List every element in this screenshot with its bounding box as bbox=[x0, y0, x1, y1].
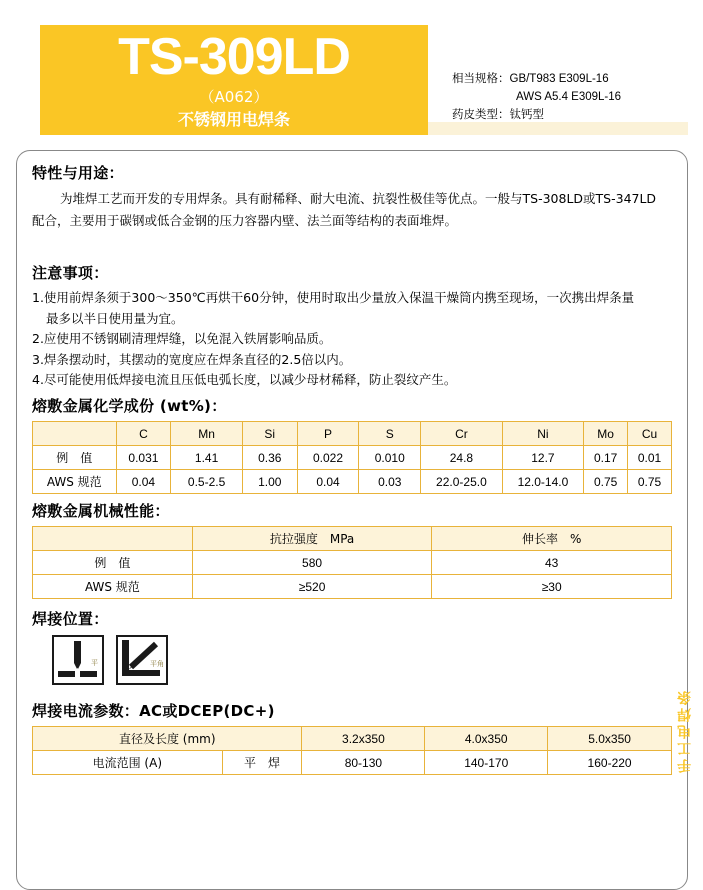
chem-row-0-val-2: 0.36 bbox=[242, 446, 297, 470]
features-title: 特性与用途： bbox=[32, 164, 124, 182]
chem-col-5: S bbox=[359, 422, 421, 446]
standard-spec-row bbox=[452, 70, 702, 88]
chem-row-0-val-7: 0.17 bbox=[584, 446, 628, 470]
standard-spec-value-1: GB/T983 E309L-16 bbox=[509, 73, 609, 85]
table-row bbox=[33, 575, 672, 599]
table-header-row bbox=[33, 727, 672, 751]
current-row-label: 电流范围 (A) bbox=[33, 751, 223, 775]
product-header-banner bbox=[40, 25, 428, 135]
note-item-4: 4.尽可能使用低焊接电流且压低电弧长度，以减少母材稀释，防止裂纹产生。 bbox=[32, 372, 457, 387]
features-section bbox=[32, 162, 672, 232]
chem-col-0 bbox=[33, 422, 117, 446]
diameter-0: 3.2x350 bbox=[302, 727, 425, 751]
chemical-composition-table bbox=[32, 421, 672, 494]
table-header-row bbox=[33, 422, 672, 446]
specification-block bbox=[452, 70, 702, 123]
standard-spec-label: 相当规格： bbox=[452, 71, 510, 85]
welding-current-table bbox=[32, 726, 672, 775]
chem-row-1-val-6: 12.0-14.0 bbox=[502, 470, 584, 494]
chem-col-8: Mo bbox=[584, 422, 628, 446]
diameter-1: 4.0x350 bbox=[425, 727, 548, 751]
chem-row-0-label: 例 值 bbox=[33, 446, 117, 470]
product-subtitle: 不锈钢用电焊条 bbox=[177, 110, 290, 129]
horizontal-fillet-position-label: 平角 bbox=[150, 660, 164, 668]
product-alias: （A062） bbox=[199, 88, 269, 106]
features-paragraph-2: 配合，主要用于碳钢或低合金钢的压力容器内壁、法兰面等结构的表面堆焊。 bbox=[32, 213, 458, 228]
note-item-3: 3.焊条摆动时，其摆动的宽度应在焊条直径的2.5倍以内。 bbox=[32, 351, 352, 367]
mech-col-0 bbox=[33, 527, 193, 551]
chem-row-0-val-0: 0.031 bbox=[116, 446, 171, 470]
chem-row-0-val-8: 0.01 bbox=[628, 446, 672, 470]
chemical-composition-section bbox=[32, 395, 672, 494]
chem-row-0-val-4: 0.010 bbox=[359, 446, 421, 470]
chem-row-0-val-5: 24.8 bbox=[421, 446, 503, 470]
mechanical-properties-table bbox=[32, 526, 672, 599]
mech-row-1-label: AWS 规范 bbox=[33, 575, 193, 599]
chem-row-1-val-5: 22.0-25.0 bbox=[421, 470, 503, 494]
product-code: TS-309LD bbox=[118, 28, 350, 86]
welding-current-title: 焊接电流参数：AC或DCEP(DC+) bbox=[32, 702, 275, 720]
chem-row-1-val-3: 0.04 bbox=[297, 470, 359, 494]
coating-type-value: 钛钙型 bbox=[509, 107, 544, 121]
welding-position-title: 焊接位置： bbox=[32, 610, 109, 628]
chem-row-1-val-1: 0.5-2.5 bbox=[171, 470, 243, 494]
welding-current-section bbox=[32, 700, 672, 775]
chem-row-1-val-0: 0.04 bbox=[116, 470, 171, 494]
header-accent-strip bbox=[428, 122, 688, 135]
current-value-1: 140-170 bbox=[425, 751, 548, 775]
mech-col-2: 伸长率 % bbox=[432, 527, 672, 551]
chem-col-7: Ni bbox=[502, 422, 584, 446]
coating-type-row bbox=[452, 106, 702, 123]
chem-row-0-val-1: 1.41 bbox=[171, 446, 243, 470]
chem-row-1-val-2: 1.00 bbox=[242, 470, 297, 494]
mech-row-1-val-0: ≥520 bbox=[192, 575, 432, 599]
horizontal-fillet-position-icon bbox=[116, 635, 168, 685]
mech-row-0-label: 例 值 bbox=[33, 551, 193, 575]
current-position-label: 平 焊 bbox=[222, 751, 302, 775]
mech-row-1-val-1: ≥30 bbox=[432, 575, 672, 599]
mechanical-properties-section bbox=[32, 500, 672, 599]
mech-row-0-val-0: 580 bbox=[192, 551, 432, 575]
notes-section bbox=[32, 262, 672, 391]
note-item-1: 1.使用前焊条须于300～350℃再烘干60分钟，使用时取出少量放入保温干燥筒内携至现场，一次携出焊条量 bbox=[32, 290, 635, 305]
chem-row-1-val-7: 0.75 bbox=[584, 470, 628, 494]
note-item-2: 2.应使用不锈钢刷清理焊缝，以免混入铁屑影响品质。 bbox=[32, 331, 332, 346]
note-item-1-continued: 最多以半日使用量为宜。 bbox=[46, 310, 184, 326]
notes-title: 注意事项： bbox=[32, 264, 109, 282]
chem-row-1-val-4: 0.03 bbox=[359, 470, 421, 494]
table-row bbox=[33, 446, 672, 470]
table-header-row bbox=[33, 527, 672, 551]
standard-spec-value-2: AWS A5.4 E309L-16 bbox=[516, 91, 622, 103]
diameter-header: 直径及长度 (mm) bbox=[33, 727, 302, 751]
chem-row-0-val-3: 0.022 bbox=[297, 446, 359, 470]
current-value-0: 80-130 bbox=[302, 751, 425, 775]
welding-position-icon-group bbox=[32, 635, 672, 685]
table-row bbox=[33, 470, 672, 494]
mech-col-1: 抗拉强度 MPa bbox=[192, 527, 432, 551]
table-row bbox=[33, 751, 672, 775]
chem-col-3: Si bbox=[242, 422, 297, 446]
coating-type-label: 药皮类型： bbox=[452, 107, 510, 121]
mechanical-properties-title: 熔敷金属机械性能： bbox=[32, 502, 170, 520]
standard-spec-row-2 bbox=[452, 88, 702, 106]
chem-row-0-val-6: 12.7 bbox=[502, 446, 584, 470]
chem-col-1: C bbox=[116, 422, 171, 446]
flat-position-label: 平 bbox=[91, 659, 98, 667]
diameter-2: 5.0x350 bbox=[548, 727, 672, 751]
vertical-side-text: 手工电焊条 bbox=[677, 688, 693, 773]
chem-col-9: Cu bbox=[628, 422, 672, 446]
chem-col-2: Mn bbox=[171, 422, 243, 446]
welding-position-section bbox=[32, 608, 672, 685]
chemical-composition-title: 熔敷金属化学成份 (wt%)： bbox=[32, 397, 227, 415]
chem-row-1-val-8: 0.75 bbox=[628, 470, 672, 494]
chem-row-1-label: AWS 规范 bbox=[33, 470, 117, 494]
mech-row-0-val-1: 43 bbox=[432, 551, 672, 575]
chem-col-6: Cr bbox=[421, 422, 503, 446]
chem-col-4: P bbox=[297, 422, 359, 446]
features-paragraph-1: 为堆焊工艺而开发的专用焊条。具有耐稀释、耐大电流、抗裂性极佳等优点。一般与TS-308LD或TS-347LD bbox=[60, 191, 657, 206]
current-value-2: 160-220 bbox=[548, 751, 672, 775]
flat-position-icon bbox=[52, 635, 104, 685]
table-row bbox=[33, 551, 672, 575]
